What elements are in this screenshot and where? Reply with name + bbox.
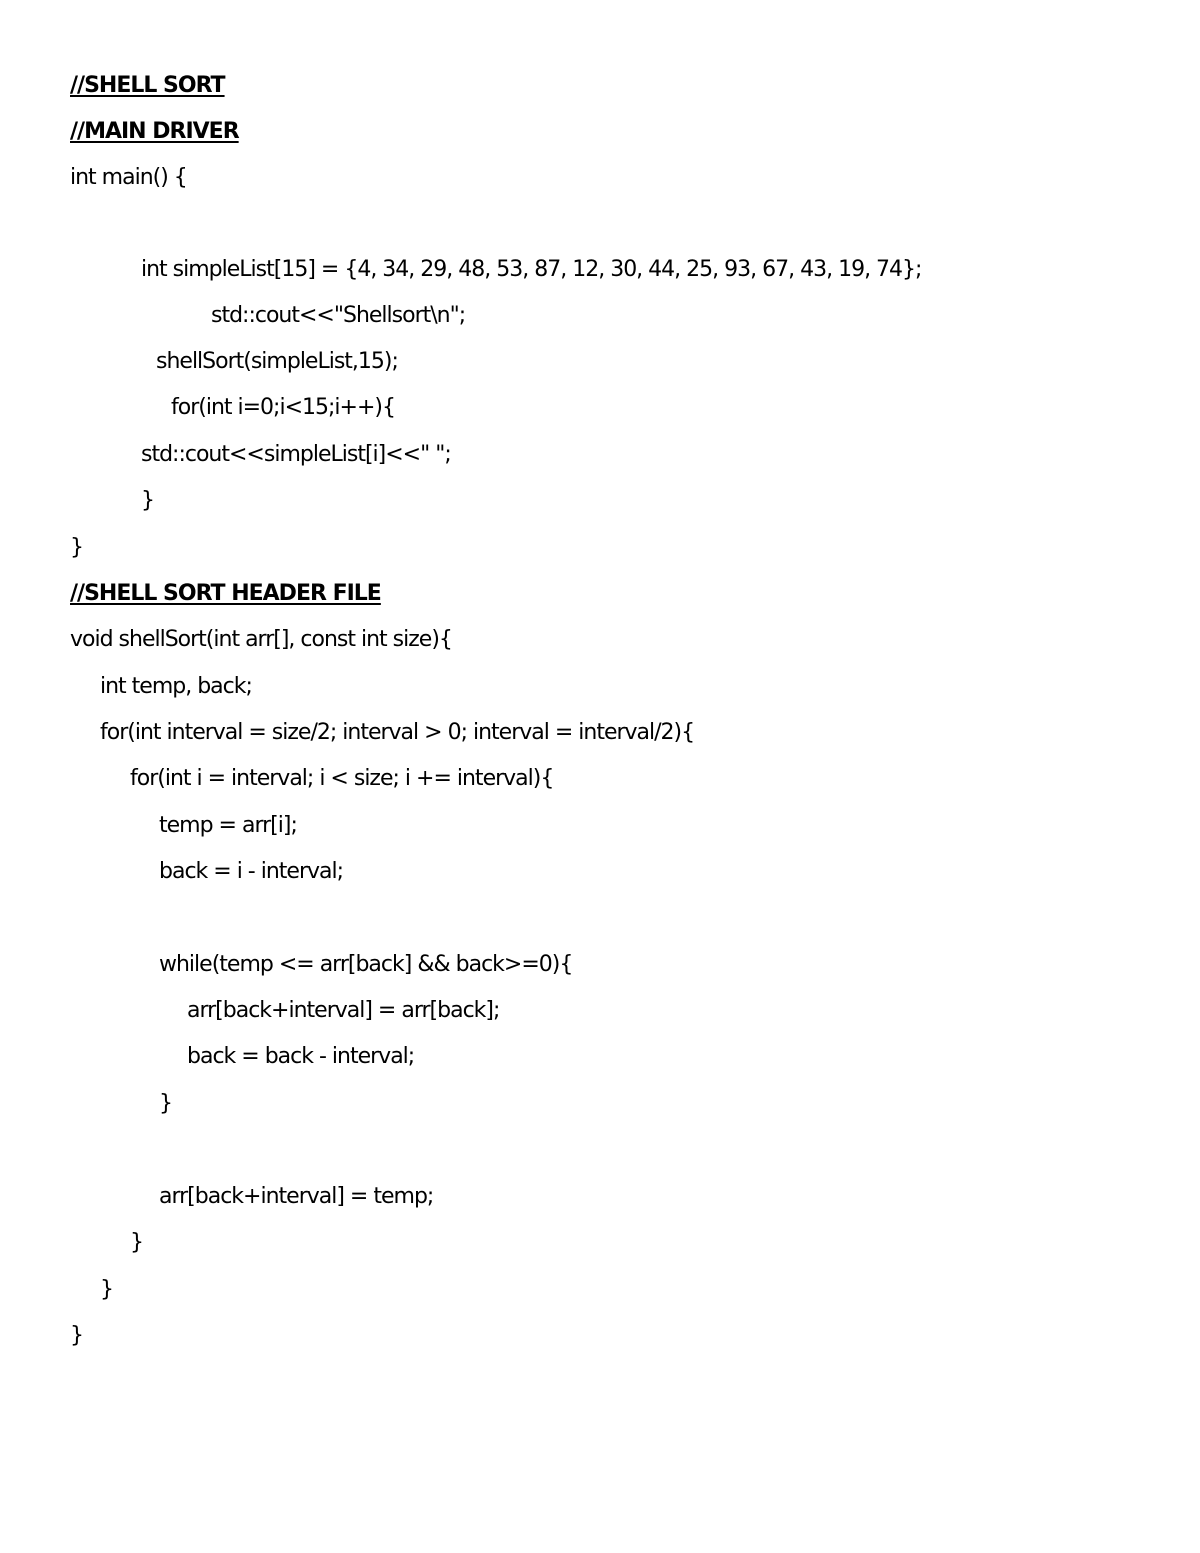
code-line: int temp, back; — [100, 674, 252, 699]
code-line: } — [159, 1091, 172, 1116]
heading-main-driver: //MAIN DRIVER — [70, 119, 239, 144]
code-line: temp = arr[i]; — [159, 813, 297, 838]
code-line: arr[back+interval] = temp; — [159, 1184, 434, 1209]
code-line: } — [130, 1230, 143, 1255]
code-line: } — [70, 1323, 83, 1348]
code-line: } — [141, 488, 154, 513]
code-line: } — [70, 535, 83, 560]
code-line: for(int i=0;i<15;i++){ — [171, 395, 395, 420]
code-line: std::cout<<"Shellsort\n"; — [211, 303, 466, 328]
code-line: back = back - interval; — [187, 1044, 415, 1069]
code-line: shellSort(simpleList,15); — [156, 349, 398, 374]
code-line: arr[back+interval] = arr[back]; — [187, 998, 500, 1023]
code-line: while(temp <= arr[back] && back>=0){ — [159, 952, 573, 977]
code-line: std::cout<<simpleList[i]<<" "; — [141, 442, 451, 467]
heading-shell-sort: //SHELL SORT — [70, 73, 225, 98]
heading-shell-sort-header-file: //SHELL SORT HEADER FILE — [70, 581, 381, 606]
code-line: for(int interval = size/2; interval > 0; interval = interval/2){ — [100, 720, 695, 745]
code-line: int simpleList[15] = {4, 34, 29, 48, 53, 87, 12, 30, 44, 25, 93, 67, 43, 19, 74}; — [141, 257, 922, 282]
code-line: void shellSort(int arr[], const int size){ — [70, 627, 452, 652]
code-line: back = i - interval; — [159, 859, 344, 884]
code-line: for(int i = interval; i < size; i += interval){ — [130, 766, 554, 791]
code-line: } — [100, 1277, 113, 1302]
code-line: int main() { — [70, 165, 187, 190]
